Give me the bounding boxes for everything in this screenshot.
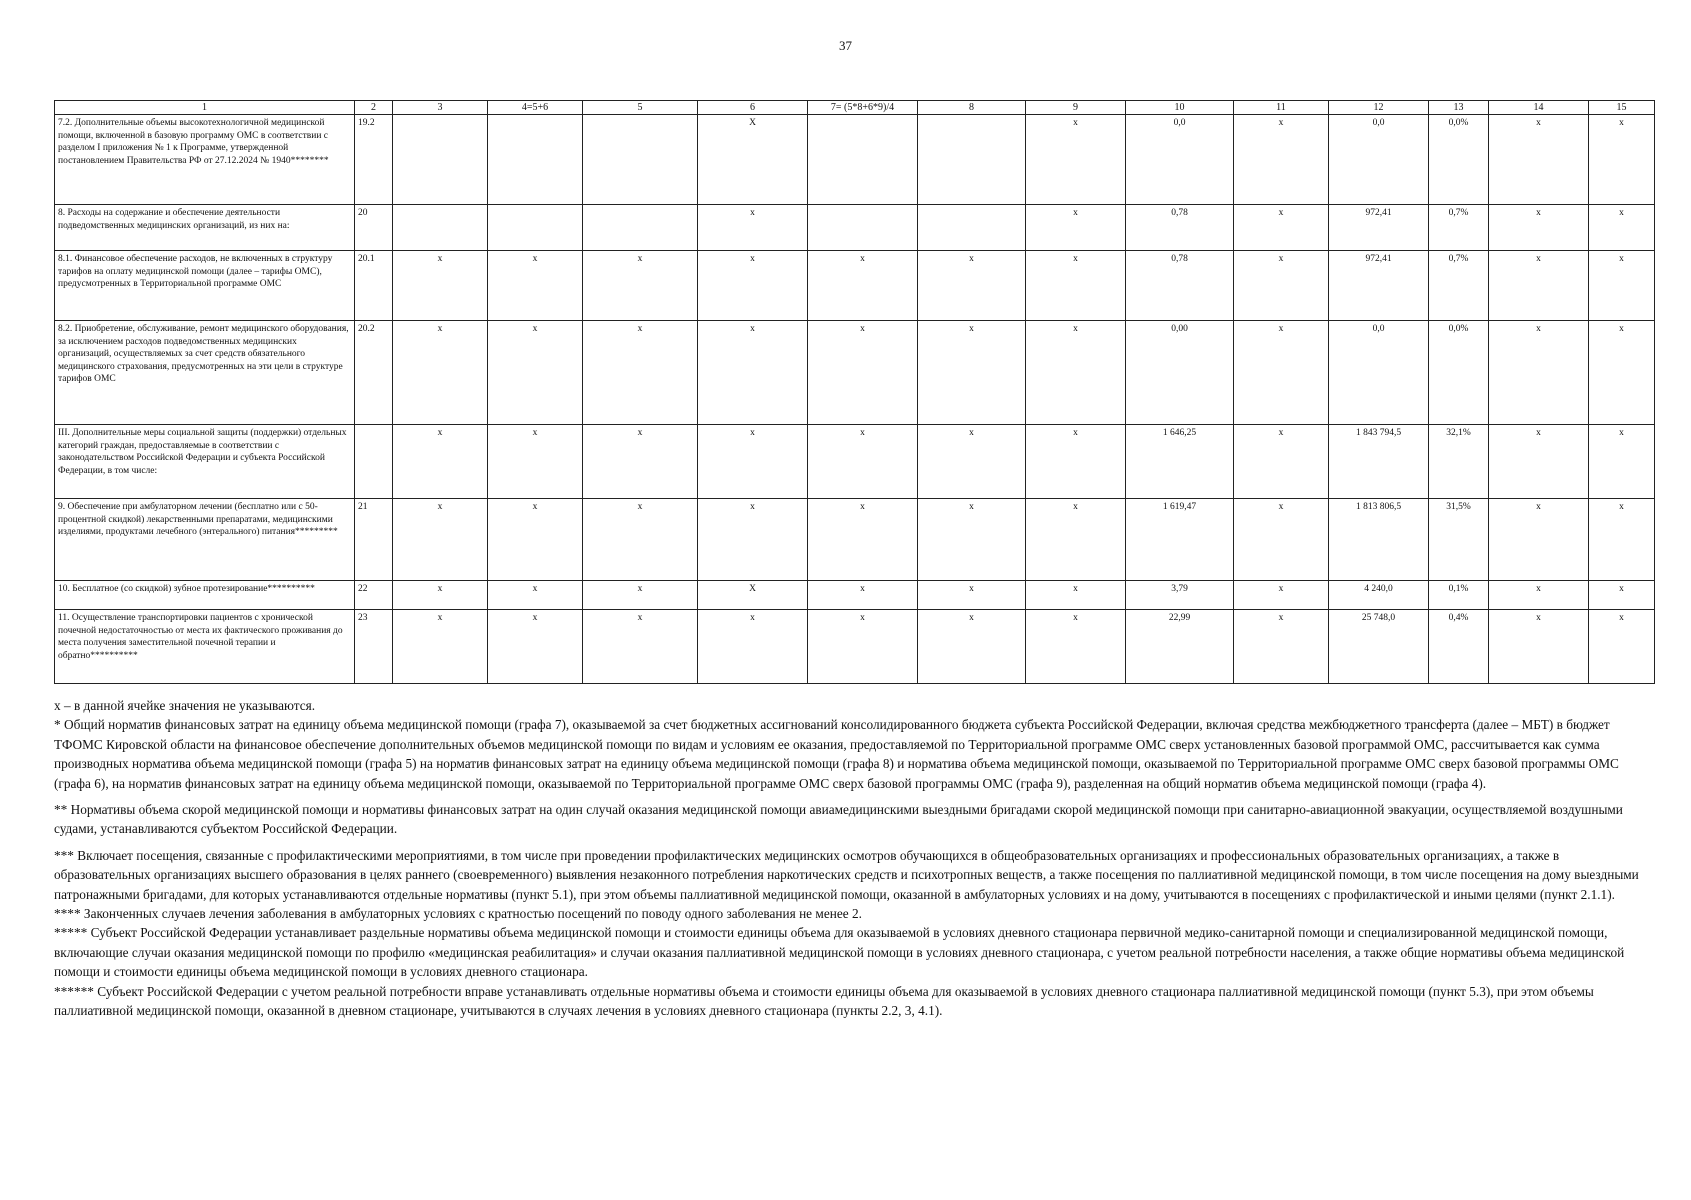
footnote: ****** Субъект Российской Федерации с учетом реальной потребности вправе устанавливать отдельные нормативы объема и стоимости единицы объема для оказываемой в условиях дневного стационара паллиативной медицинской помощи (пункт 5.3), при этом объемы паллиативной медицинской помощи, оказанной в дневном стационаре, учитываются в случаях лечения в условиях дневного стационара (пункты 2.2, 3, 4.1). (54, 983, 1594, 1019)
cell: x (393, 321, 488, 425)
footnote: * Общий норматив финансовых затрат на единицу объема медицинской помощи (графа 7), оказываемой за счет бюджетных ассигнований консолидированного бюджета субъекта Российской Федерации, включая средства межбюджетного трансферта (далее – МБТ) в бюджет ТФОМС Кировской области на финансовое обеспечение дополнительных объемов медицинской помощи по видам и условиям ее оказания, предоставляемой по Территориальной программе ОМС сверх установленных базовой программой ОМС, рассчитывается как сумма производных норматива объема медицинской помощи (графа 5) на норматив финансовых затрат на единицу объема медицинской помощи (графа 8) и норматива объема медицинской помощи, оказываемой по Территориальной программе ОМС сверх базовой программы ОМС (графа 6), на норматив финансовых затрат на единицу объема медицинской помощи, оказываемой по Территориальной программе ОМС сверх базовой программы ОМС (графа 9), разделенная на общий норматив объема медицинской помощи (графа 4). (54, 717, 1619, 791)
cell: 25 748,0 (1329, 610, 1429, 684)
cell: x (1234, 499, 1329, 581)
cell: x (1026, 610, 1126, 684)
cell (918, 205, 1026, 251)
row-code: 22 (355, 581, 393, 610)
cell (488, 115, 583, 205)
cell: x (1026, 425, 1126, 499)
cell: 3,79 (1126, 581, 1234, 610)
cell (583, 115, 698, 205)
cell: x (1489, 321, 1589, 425)
table-row (55, 251, 1655, 321)
column-header: 14 (1489, 101, 1589, 115)
cell: x (488, 425, 583, 499)
column-header: 5 (583, 101, 698, 115)
cell: x (583, 610, 698, 684)
cell: x (808, 251, 918, 321)
cell: x (1489, 425, 1589, 499)
cell: x (808, 581, 918, 610)
table-row (55, 425, 1655, 499)
cell: 0,0% (1429, 321, 1489, 425)
cell: 4 240,0 (1329, 581, 1429, 610)
cell: x (698, 251, 808, 321)
cell: 0,78 (1126, 251, 1234, 321)
cell: x (488, 610, 583, 684)
cell: 1 813 806,5 (1329, 499, 1429, 581)
cell: x (918, 425, 1026, 499)
cell: x (1234, 251, 1329, 321)
cell: x (1489, 581, 1589, 610)
cell (808, 115, 918, 205)
cell: x (808, 425, 918, 499)
row-name: III. Дополнительные меры социальной защиты (поддержки) отдельных категорий граждан, предоставляемые в соответствии с законодательством Российской Федерации и субъекта Российской Федерации, в том числе: (55, 425, 355, 499)
row-code: 19.2 (355, 115, 393, 205)
row-name: 8.2. Приобретение, обслуживание, ремонт медицинского оборудования, за исключением расходов подведомственных медицинских организаций, осуществляемых за счет средств обязательного медицинского страхования, предусмотренных на эти цели в структуре тарифов ОМС (55, 321, 355, 425)
cell: x (488, 499, 583, 581)
cell: x (1234, 115, 1329, 205)
column-header: 11 (1234, 101, 1329, 115)
column-header: 1 (55, 101, 355, 115)
cell: x (1489, 115, 1589, 205)
cell: x (1026, 499, 1126, 581)
column-header: 3 (393, 101, 488, 115)
cell: x (1489, 499, 1589, 581)
footnote: **** Законченных случаев лечения заболевания в амбулаторных условиях с кратностью посещений по поводу одного заболевания не менее 2. (54, 906, 862, 922)
table-row (55, 115, 1655, 205)
column-header: 6 (698, 101, 808, 115)
cell: x (488, 251, 583, 321)
cell: X (698, 581, 808, 610)
table-row (55, 610, 1655, 684)
cell: x (1026, 581, 1126, 610)
cell: x (488, 581, 583, 610)
cell: x (1589, 321, 1655, 425)
cell: x (1489, 205, 1589, 251)
cell: x (583, 425, 698, 499)
column-number-row (55, 101, 1655, 115)
column-header: 2 (355, 101, 393, 115)
row-name: 9. Обеспечение при амбулаторном лечении (бесплатно или с 50-процентной скидкой) лекарственными препаратами, медицинскими изделиями, продуктами лечебного (энтерального) питания********* (55, 499, 355, 581)
table-row (55, 205, 1655, 251)
footnotes (54, 696, 1644, 1021)
column-header: 13 (1429, 101, 1489, 115)
cell: x (393, 251, 488, 321)
cell: x (698, 610, 808, 684)
cell: 1 646,25 (1126, 425, 1234, 499)
cell: x (1234, 425, 1329, 499)
cell: x (1026, 251, 1126, 321)
cell (393, 115, 488, 205)
row-name: 7.2. Дополнительные объемы высокотехнологичной медицинской помощи, включенной в базовую программу ОМС в соответствии с разделом I приложения № 1 к Программе, утвержденной постановлением Правительства РФ от 27.12.2024 № 1940******** (55, 115, 355, 205)
cell: x (918, 251, 1026, 321)
normative-table (54, 100, 1655, 684)
cell: x (1589, 251, 1655, 321)
cell: x (698, 499, 808, 581)
cell: x (698, 205, 808, 251)
cell: 0,0 (1329, 115, 1429, 205)
table-row (55, 499, 1655, 581)
cell: x (1589, 610, 1655, 684)
cell: 0,00 (1126, 321, 1234, 425)
cell: x (698, 321, 808, 425)
cell: x (1026, 115, 1126, 205)
column-header: 10 (1126, 101, 1234, 115)
cell: x (1026, 205, 1126, 251)
cell: x (808, 321, 918, 425)
cell: x (583, 251, 698, 321)
cell: x (918, 321, 1026, 425)
cell: x (1589, 581, 1655, 610)
cell: x (1589, 425, 1655, 499)
column-header: 12 (1329, 101, 1429, 115)
cell: x (393, 610, 488, 684)
row-name: 10. Бесплатное (со скидкой) зубное протезирование********** (55, 581, 355, 610)
row-code: 21 (355, 499, 393, 581)
table-row (55, 581, 1655, 610)
row-name: 8.1. Финансовое обеспечение расходов, не включенных в структуру тарифов на оплату медицинской помощи (далее – тарифы ОМС), предусмотренных в Территориальной программе ОМС (55, 251, 355, 321)
cell: 0,0% (1429, 115, 1489, 205)
cell: 31,5% (1429, 499, 1489, 581)
row-code: 20.2 (355, 321, 393, 425)
cell (808, 205, 918, 251)
row-code: 20 (355, 205, 393, 251)
column-header: 15 (1589, 101, 1655, 115)
cell: x (1589, 115, 1655, 205)
cell: x (583, 321, 698, 425)
column-header: 4=5+6 (488, 101, 583, 115)
cell: 0,4% (1429, 610, 1489, 684)
cell (488, 205, 583, 251)
row-name: 8. Расходы на содержание и обеспечение деятельности подведомственных медицинских организаций, из них на: (55, 205, 355, 251)
cell: x (1234, 610, 1329, 684)
cell: x (918, 581, 1026, 610)
footnote: *** Включает посещения, связанные с профилактическими мероприятиями, в том числе при проведении профилактических медицинских осмотров обучающихся в общеобразовательных организациях и профессиональных образовательных организациях, а также в образовательных организациях высшего образования в целях раннего (своевременного) выявления незаконного потребления наркотических средств и психотропных веществ, а также посещения по паллиативной медицинской помощи, в том числе посещения на дому выездными патронажными бригадами, для которых устанавливаются отдельные нормативы (пункт 5.1), при этом объемы паллиативной медицинской помощи, оказанной в амбулаторных условиях и на дому, учитываются в посещениях с профилактической и иными целями (пункт 2.1.1). (54, 847, 1639, 902)
row-code (355, 425, 393, 499)
cell (583, 205, 698, 251)
cell: x (583, 581, 698, 610)
cell: x (583, 499, 698, 581)
cell: x (1589, 205, 1655, 251)
cell: 1 619,47 (1126, 499, 1234, 581)
row-code: 23 (355, 610, 393, 684)
cell: 32,1% (1429, 425, 1489, 499)
row-code: 20.1 (355, 251, 393, 321)
cell: x (393, 425, 488, 499)
column-header: 7= (5*8+6*9)/4 (808, 101, 918, 115)
cell: x (808, 610, 918, 684)
cell: 0,7% (1429, 251, 1489, 321)
cell: x (698, 425, 808, 499)
cell: 972,41 (1329, 205, 1429, 251)
page-number: 37 (839, 38, 852, 53)
cell: 22,99 (1126, 610, 1234, 684)
cell: X (698, 115, 808, 205)
footnote: ***** Субъект Российской Федерации устанавливает раздельные нормативы объема медицинской помощи и стоимости единицы объема для оказываемой в условиях дневного стационара первичной медико-санитарной помощи и специализированной медицинской помощи, включающие случаи оказания медицинской помощи по профилю «медицинская реабилитация» и случаи оказания паллиативной медицинской помощи в условиях дневного стационара, с учетом реальной потребности населения, а также общие нормативы объема медицинской помощи и стоимости единицы объема медицинской помощи в условиях дневного стационара. (54, 925, 1625, 980)
cell: 972,41 (1329, 251, 1429, 321)
cell: x (393, 581, 488, 610)
cell: x (488, 321, 583, 425)
cell (918, 115, 1026, 205)
footnote: ** Нормативы объема скорой медицинской помощи и нормативы финансовых затрат на один случай оказания медицинской помощи авиамедицинскими выездными бригадами скорой медицинской помощи при санитарно-авиационной эвакуации, осуществляемой воздушными судами, устанавливаются субъектом Российской Федерации. (54, 802, 1623, 837)
cell: x (808, 499, 918, 581)
row-name: 11. Осуществление транспортировки пациентов с хронической почечной недостаточностью от места их фактического проживания до места получения заместительной почечной терапии и обратно********** (55, 610, 355, 684)
cell: 0,78 (1126, 205, 1234, 251)
footnote: х – в данной ячейке значения не указываются. (54, 698, 316, 713)
cell: 1 843 794,5 (1329, 425, 1429, 499)
column-header: 8 (918, 101, 1026, 115)
cell: x (1026, 321, 1126, 425)
table-row (55, 321, 1655, 425)
cell: 0,0 (1329, 321, 1429, 425)
cell: x (1589, 499, 1655, 581)
column-header: 9 (1026, 101, 1126, 115)
cell: x (1234, 321, 1329, 425)
cell: x (918, 610, 1026, 684)
cell: x (1489, 610, 1589, 684)
cell: x (1234, 581, 1329, 610)
cell: x (918, 499, 1026, 581)
cell: 0,7% (1429, 205, 1489, 251)
cell: 0,0 (1126, 115, 1234, 205)
cell: x (393, 499, 488, 581)
cell: x (1489, 251, 1589, 321)
cell (393, 205, 488, 251)
cell: x (1234, 205, 1329, 251)
cell: 0,1% (1429, 581, 1489, 610)
